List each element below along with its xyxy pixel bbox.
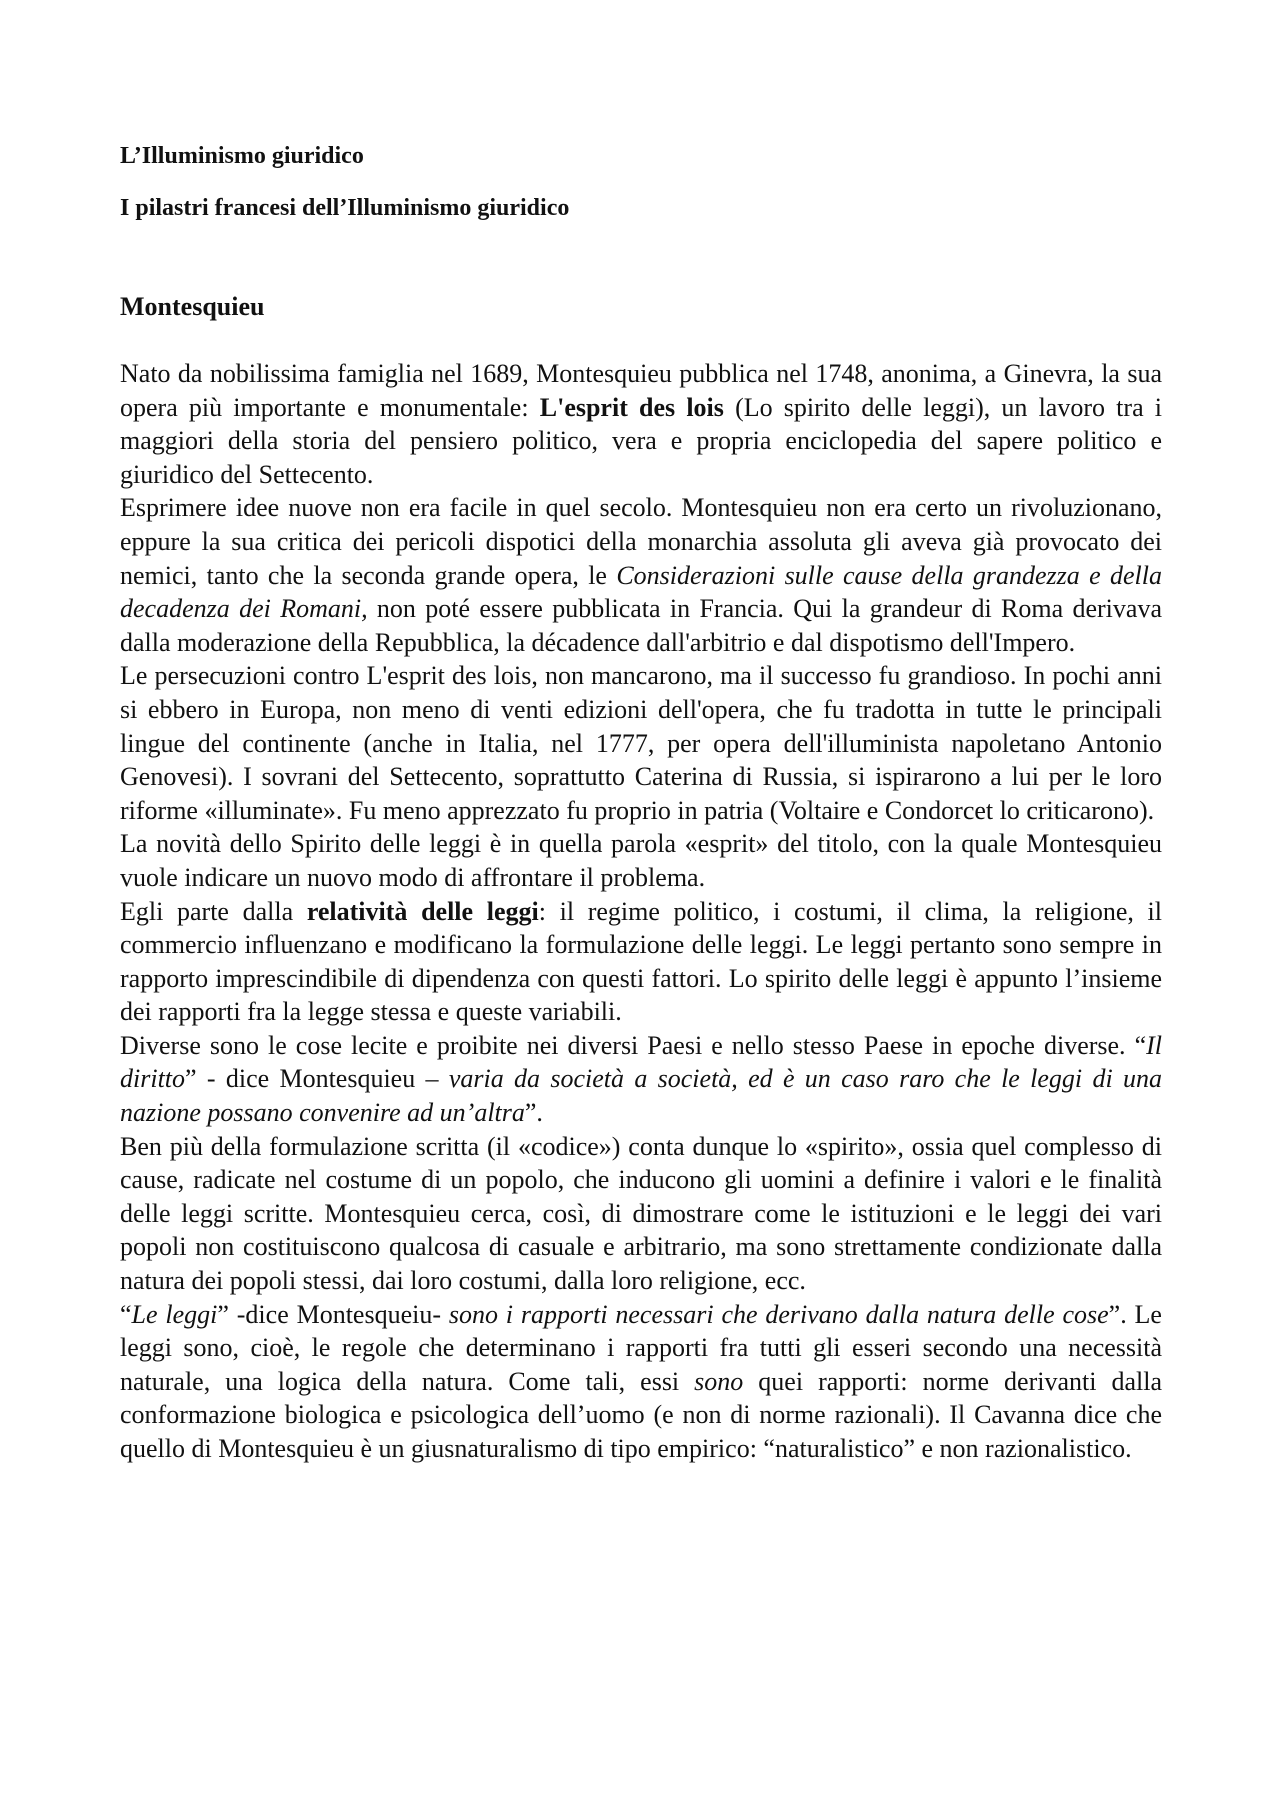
paragraph-3: Le persecuzioni contro L'esprit des lois, non mancarono, ma il successo fu grandioso. In pochi anni si ebbero in Europa, non meno di venti edizioni dell'opera, che fu tradotta in tutte le principali lingue del continente (anche in Italia, nel 1777, per opera dell'illuminista napoletano Antonio Genovesi). I sovrani del Settecento, soprattutto Caterina di Russia, si ispirarono a lui per le loro riforme «illuminate». Fu meno apprezzato fu proprio in patria (Voltaire e Condorcet lo criticarono). — [120, 661, 1162, 825]
paragraph-6 — [120, 1029, 1162, 1130]
paragraph-text: Esprimere idee nuove non era facile in quel secolo. Montesquieu non era certo un rivoluzionano, eppure la sua critica dei pericoli dispotici della monarchia assoluta gli aveva già provocato dei nemici, tanto che la seconda grande opera, le — [120, 493, 1162, 590]
paragraph-text: ”. Le leggi sono, cioè, le regole che determinano i rapporti fra tutti gli esseri secondo una necessità naturale, una logica della natura. Come tali, essi — [120, 1299, 1162, 1396]
paragraph-7: Ben più della formulazione scritta (il «codice») conta dunque lo «spirito», ossia quel complesso di cause, radicate nel costume di un popolo, che inducono gli uomini a definire i valori e le finalità delle leggi scritte. Montesquieu cerca, così, di dimostrare come le istituzioni e le leggi dei vari popoli non costituiscono qualcosa di casuale e arbitrario, ma sono strettamente condizionate dalla natura dei popoli stessi, dai loro costumi, dalla loro religione, ecc. — [120, 1131, 1162, 1296]
book-title-bold: L'esprit des lois — [539, 392, 724, 422]
paragraph-text: Diverse sono le cose lecite e proibite nei diversi Paesi e nello stesso Paese in epoche diverse. “ — [120, 1030, 1147, 1060]
paragraph-text: ” -dice Montesqueiu- — [217, 1299, 449, 1329]
paragraph-text: ” - dice Montesquieu – — [185, 1064, 449, 1094]
paragraph-text: Egli parte dalla — [120, 896, 307, 926]
quote-italic: sono i rapporti necessari che derivano dalla natura delle cose — [448, 1299, 1109, 1329]
book-title-italic: Considerazioni sulle cause della grandezza e della decadenza dei Romani, — [120, 560, 1162, 624]
document-title: L’Illuminismo giuridico — [120, 143, 364, 169]
paragraph-text: “ — [120, 1299, 132, 1329]
paragraph-5 — [120, 895, 1162, 1029]
paragraph-2 — [120, 491, 1162, 659]
quote-italic: Il diritto — [120, 1030, 1162, 1094]
paragraph-8 — [120, 1298, 1162, 1466]
emphasis-italic: sono — [694, 1366, 744, 1396]
paragraph-1 — [120, 357, 1162, 491]
document-subtitle: I pilastri francesi dell’Illuminismo giuridico — [120, 195, 570, 221]
section-heading: Montesquieu — [120, 292, 265, 321]
paragraph-text: ”. — [524, 1098, 543, 1128]
paragraph-text: non poté essere pubblicata in Francia. Qui la grandeur di Roma derivava dalla moderazione della Repubblica, la décadence dall'arbitrio e dal dispotismo dell'Impero. — [120, 594, 1162, 657]
paragraph-4: La novità dello Spirito delle leggi è in quella parola «esprit» del titolo, con la quale Montesquieu vuole indicare un nuovo modo di affrontare il problema. — [120, 829, 1162, 892]
quote-italic: Le leggi — [131, 1299, 218, 1329]
document-body — [120, 357, 1162, 1466]
paragraph-text: Nato da nobilissima famiglia nel 1689, Montesquieu pubblica nel 1748, anonima, a Ginevra, la sua opera più importante e monumentale: — [120, 359, 1162, 422]
paragraph-text: (Lo spirito delle leggi), un lavoro tra i maggiori della storia del pensiero politico, vera e propria enciclopedia del sapere politico e giuridico del Settecento. — [120, 392, 1163, 489]
paragraph-text: quei rapporti: norme derivanti dalla conformazione biologica e psicologica dell’uomo (e non di norme razionali). Il Cavanna dice che quello di Montesquieu è un giusnaturalismo di tipo empirico: “naturalistico” e non razionalistico. — [120, 1366, 1162, 1463]
quote-italic: varia da società a società, ed è un caso raro che le leggi di una nazione possano convenire ad un’altra — [120, 1064, 1162, 1128]
key-concept-bold: relatività delle leggi — [306, 896, 539, 926]
paragraph-text: : il regime politico, i costumi, il clima, la religione, il commercio influenzano e modificano la formulazione delle leggi. Le leggi pertanto sono sempre in rapporto imprescindibile di dipendenza con questi fattori. Lo spirito delle leggi è appunto l’insieme dei rapporti fra la legge stessa e queste variabili. — [120, 896, 1162, 1027]
